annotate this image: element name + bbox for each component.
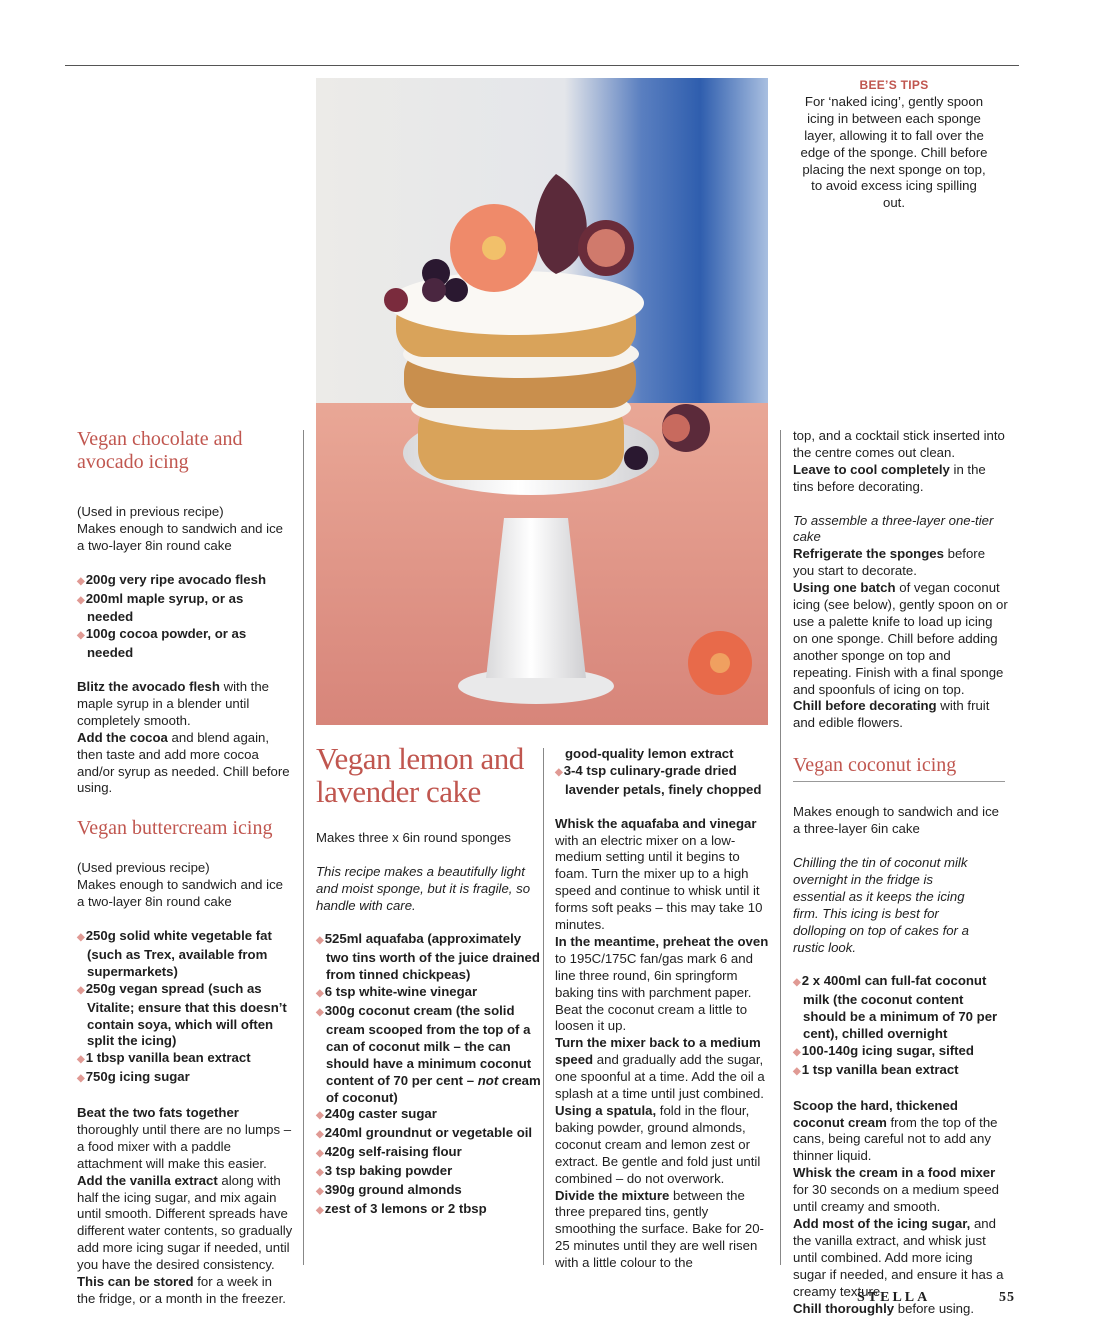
diamond-bullet-icon: ◆: [316, 1205, 324, 1216]
coconut-ingredients: [793, 973, 1009, 1080]
buttercream-title: Vegan buttercream icing: [77, 817, 273, 840]
column-1: [77, 428, 293, 1308]
method-step: Using a spatula, fold in the flour, baking powder, ground almonds, coconut cream and lemon zest or extract. Be gentle and fold just until combined – do not overwork.: [555, 1103, 761, 1186]
column-divider: [780, 430, 781, 1265]
method-step: Blitz the avocado flesh with the maple syrup in a blender until completely smooth.: [77, 679, 270, 728]
diamond-bullet-icon: ◆: [316, 935, 324, 947]
ingredient-item: ◆100-140g icing sugar, sifted: [793, 1042, 974, 1058]
diamond-bullet-icon: ◆: [316, 1110, 324, 1122]
diamond-bullet-icon: ◆: [793, 977, 801, 989]
coconut-yield: Makes enough to sandwich and ice a three-layer 6in cake: [793, 804, 1000, 837]
diamond-bullet-icon: ◆: [77, 594, 85, 606]
method-step: Whisk the aquafaba and vinegar with an electric mixer on a low-medium setting until it begins to foam. Turn the mixer up to a high speed and continue to whisk until it forms soft peaks – this may take 10 minutes.: [555, 815, 763, 933]
column-divider: [303, 430, 304, 1265]
cake-yield: Makes three x 6in round sponges: [316, 830, 511, 845]
ingredient-item: ◆200g very ripe avocado flesh: [77, 571, 267, 587]
diamond-bullet-icon: ◆: [316, 1186, 324, 1198]
coconut-intro: Chilling the tin of coconut milk overnight in the fridge is essential as it keeps the icing firm. This icing is best for dolloping on top of cakes for a rustic look.: [793, 855, 969, 955]
buttercream-yield: Makes enough to sandwich and ice a two-layer 8in round cake: [77, 877, 284, 910]
method-continuation: top, and a cocktail stick inserted into the centre comes out clean.: [793, 428, 1005, 460]
ingredient-item: ◆250g solid white vegetable fat (such as Trex, available from supermarkets): [77, 927, 272, 979]
method-step: Refrigerate the sponges before you start to decorate.: [793, 546, 986, 579]
cake-photo: [316, 78, 768, 725]
buttercream-ingredients: [77, 928, 293, 1088]
diamond-bullet-icon: ◆: [793, 1065, 801, 1077]
method-step: Using one batch of vegan coconut icing (see below), gently spoon on or use a palette knife to load up icing on one sponge. Chill before adding another sponge on top and repeating. Finish with a final sponge and spoonfuls of icing on top.: [793, 580, 1008, 697]
method-step: Chill before decorating with fruit and edible flowers.: [793, 698, 990, 731]
assemble-intro: To assemble a three-layer one-tier cake: [793, 512, 994, 545]
method-step: Add the cocoa and blend again, then taste and add more cocoa and/or syrup as needed. Chill before using.: [77, 729, 290, 796]
diamond-bullet-icon: ◆: [316, 1129, 324, 1141]
method-step: In the meantime, preheat the oven to 195C/175C fan/gas mark 6 and line three round, 6in springform baking tins with parchment paper. Beat the coconut cream a little to loosen it up.: [555, 933, 769, 1034]
buttercream-note: (Used previous recipe): [77, 860, 210, 876]
diamond-bullet-icon: ◆: [77, 1054, 85, 1066]
method-step: Add most of the icing sugar, and the vanilla extract, and whisk just until combined. Add more icing sugar if needed, and ensure it has a creamy texture.: [793, 1216, 1004, 1299]
method-step: Turn the mixer back to a medium speed and gradually add the sugar, one spoonful at a time. Add the oil a splash at a time until just combined.: [555, 1035, 765, 1102]
ingredient-item: ◆250g vegan spread (such as Vitalite; ensure that this doesn’t contain soya, which will often split the icing): [77, 980, 287, 1049]
method-step: Beat the two fats together thoroughly until there are no lumps – a food mixer with a paddle attachment will make this easier.: [77, 1105, 292, 1171]
title-rule: [793, 781, 1005, 788]
chocolate-ingredients: [77, 572, 293, 663]
ingredient-item: ◆240ml groundnut or vegetable oil: [316, 1125, 533, 1141]
ingredient-item: ◆6 tsp white-wine vinegar: [316, 984, 478, 1000]
column-2: [316, 742, 542, 1220]
diamond-bullet-icon: ◆: [316, 1148, 324, 1160]
diamond-bullet-icon: ◆: [555, 766, 563, 778]
diamond-bullet-icon: ◆: [77, 984, 85, 996]
method-step: Whisk the cream in a food mixer for 30 seconds on a medium speed until creamy and smooth.: [793, 1165, 999, 1215]
column-3: [555, 746, 769, 1272]
diamond-bullet-icon: ◆: [316, 988, 324, 1000]
cake-title: Vegan lemon and lavender cake: [316, 741, 524, 809]
bees-tips: [800, 77, 988, 212]
method-step: Leave to cool completely in the tins before decorating.: [793, 461, 986, 494]
ingredient-item: ◆1 tsp vanilla bean extract: [793, 1061, 959, 1077]
ingredient-item: ◆240g caster sugar: [316, 1106, 437, 1122]
ingredient-item: ◆3-4 tsp culinary-grade dried lavender petals, finely chopped: [555, 762, 762, 797]
chocolate-icing-title: Vegan chocolate and avocado icing: [77, 428, 243, 473]
chocolate-yield: Makes enough to sandwich and ice a two-layer 8in round cake: [77, 520, 284, 553]
method-step: Chill thoroughly before using.: [793, 1300, 975, 1316]
column-4: [793, 428, 1009, 1317]
method-step: This can be stored for a week in the fridge, or a month in the freezer.: [77, 1274, 286, 1306]
ingredient-item: ◆zest of 3 lemons or 2 tbsp: [316, 1201, 487, 1216]
bees-tips-text: For ‘naked icing’, gently spoon icing in between each sponge layer, allowing it to fall over the edge of the sponge. Chill before placing the next sponge on top, to avoid excess icing spilling out.: [800, 93, 988, 211]
diamond-bullet-icon: ◆: [77, 931, 85, 943]
cake-illustration: [316, 78, 768, 725]
ingredient-item: ◆200ml maple syrup, or as needed: [77, 590, 244, 625]
method-step: Add the vanilla extract along with half the icing sugar, and mix again until smooth. Different spreads have different water contents, so gradually add more icing sugar if needed, until you have the desired consistency.: [77, 1172, 293, 1273]
cake-intro: This recipe makes a beautifully light and moist sponge, but it is fragile, so handle with care.: [316, 863, 531, 913]
magazine-brand: STELLA: [857, 1290, 931, 1305]
ingredient-item: ◆525ml aquafaba (approximately two tins worth of the juice drained from tinned chickpeas): [316, 931, 540, 983]
method-step: Divide the mixture between the three prepared tins, gently smoothing the surface. Bake for 20-25 minutes until they are well risen with a little colour to the: [555, 1187, 764, 1271]
diamond-bullet-icon: ◆: [316, 1007, 324, 1019]
ingredient-item: ◆2 x 400ml can full-fat coconut milk (the coconut content should be a minimum of 70 per cent), chilled overnight: [793, 973, 998, 1042]
ingredient-item: ◆750g icing sugar: [77, 1069, 190, 1085]
ingredient-continuation: good-quality lemon extract: [565, 746, 734, 761]
diamond-bullet-icon: ◆: [316, 1167, 324, 1179]
ingredient-item: ◆3 tsp baking powder: [316, 1163, 453, 1179]
ingredient-item: ◆420g self-raising flour: [316, 1144, 462, 1160]
coconut-icing-title: Vegan coconut icing: [793, 754, 957, 777]
column-divider: [543, 748, 544, 1265]
ingredient-item: ◆100g cocoa powder, or as needed: [77, 626, 247, 661]
diamond-bullet-icon: ◆: [77, 575, 85, 587]
ingredient-item: ◆1 tbsp vanilla bean extract: [77, 1050, 251, 1066]
diamond-bullet-icon: ◆: [77, 630, 85, 642]
diamond-bullet-icon: ◆: [77, 1073, 85, 1085]
bees-tips-title: BEE’S TIPS: [859, 78, 929, 92]
page-number: 55: [999, 1290, 1015, 1305]
top-rule: [65, 65, 1019, 66]
cake-ingredients: [316, 931, 542, 1220]
ingredient-item: ◆300g coconut cream (the solid cream scooped from the top of a can of coconut milk – the can should have a minimum coconut content of 70 per cent – not cream of coconut): [316, 1003, 541, 1105]
method-step: Scoop the hard, thickened coconut cream from the top of the cans, being careful not to add any thinner liquid.: [793, 1097, 998, 1164]
chocolate-note: (Used in previous recipe): [77, 504, 224, 519]
ingredient-item: ◆390g ground almonds: [316, 1182, 462, 1198]
diamond-bullet-icon: ◆: [793, 1046, 801, 1058]
cake-ingredients-continued: [555, 746, 769, 799]
